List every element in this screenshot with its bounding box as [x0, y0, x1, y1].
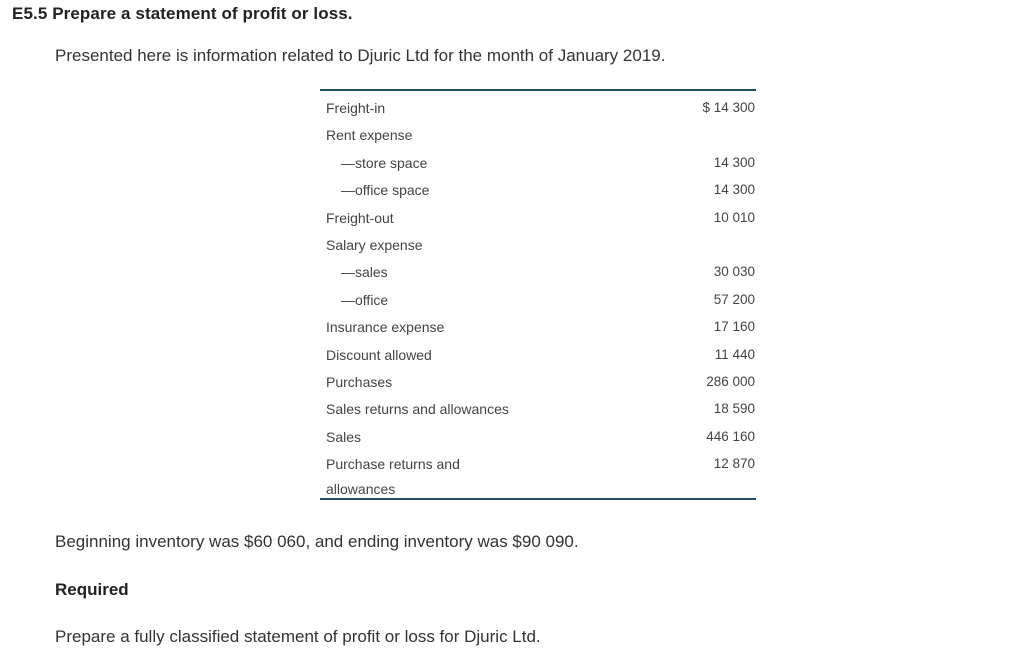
- row-label: Insurance expense: [326, 319, 445, 336]
- row-label: —office space: [341, 182, 430, 199]
- table-row: [320, 151, 756, 178]
- row-label: Sales: [326, 428, 362, 445]
- exercise-heading: E5.5 Prepare a statement of profit or loss.: [12, 4, 353, 23]
- row-label: —store space: [341, 154, 428, 171]
- row-amount: 57 200: [713, 291, 755, 307]
- instruction-text: Prepare a fully classified statement of profit or loss for Djuric Ltd.: [55, 627, 541, 646]
- row-amount: 11 440: [714, 346, 755, 362]
- row-amount: 446 160: [706, 428, 755, 444]
- table-row: [320, 370, 756, 397]
- table-row: [320, 343, 756, 370]
- table-row: [320, 178, 756, 205]
- table-row: [320, 425, 756, 452]
- row-amount: 10 010: [713, 209, 755, 225]
- table-row: [320, 123, 756, 150]
- row-label: Salary expense: [326, 236, 423, 253]
- row-amount: 18 590: [713, 401, 755, 417]
- table-row: [320, 206, 756, 233]
- row-label: Sales returns and allowances: [326, 401, 509, 418]
- row-label: —office: [341, 291, 389, 308]
- table-row: [320, 96, 756, 123]
- table-row: [320, 233, 756, 260]
- inventory-note: Beginning inventory was $60 060, and ending inventory was $90 090.: [55, 532, 579, 551]
- row-amount: $ 14 300: [702, 100, 755, 115]
- required-heading: Required: [55, 580, 129, 599]
- row-amount: 14 300: [713, 182, 755, 198]
- table-row: [320, 397, 756, 424]
- row-label: Purchases: [326, 373, 393, 390]
- row-label: Discount allowed: [326, 346, 432, 363]
- row-label: Rent expense: [326, 127, 413, 144]
- table-row: [320, 288, 756, 315]
- row-amount: 286 000: [706, 373, 755, 389]
- row-amount: 17 160: [713, 319, 755, 335]
- row-label: Freight-out: [326, 209, 394, 226]
- row-label: Freight-in: [326, 100, 386, 116]
- row-amount: 30 030: [713, 264, 755, 280]
- row-amount: 14 300: [713, 154, 755, 170]
- row-amount: 12 870: [713, 456, 755, 472]
- table-row: [320, 260, 756, 287]
- table-row: [320, 452, 756, 498]
- intro-text: Presented here is information related to Djuric Ltd for the month of January 2019.: [55, 46, 666, 65]
- row-label: —sales: [341, 264, 388, 281]
- table-row: [320, 315, 756, 342]
- row-label: Purchase returns and allowances: [326, 456, 460, 498]
- account-balances-table: [320, 89, 756, 500]
